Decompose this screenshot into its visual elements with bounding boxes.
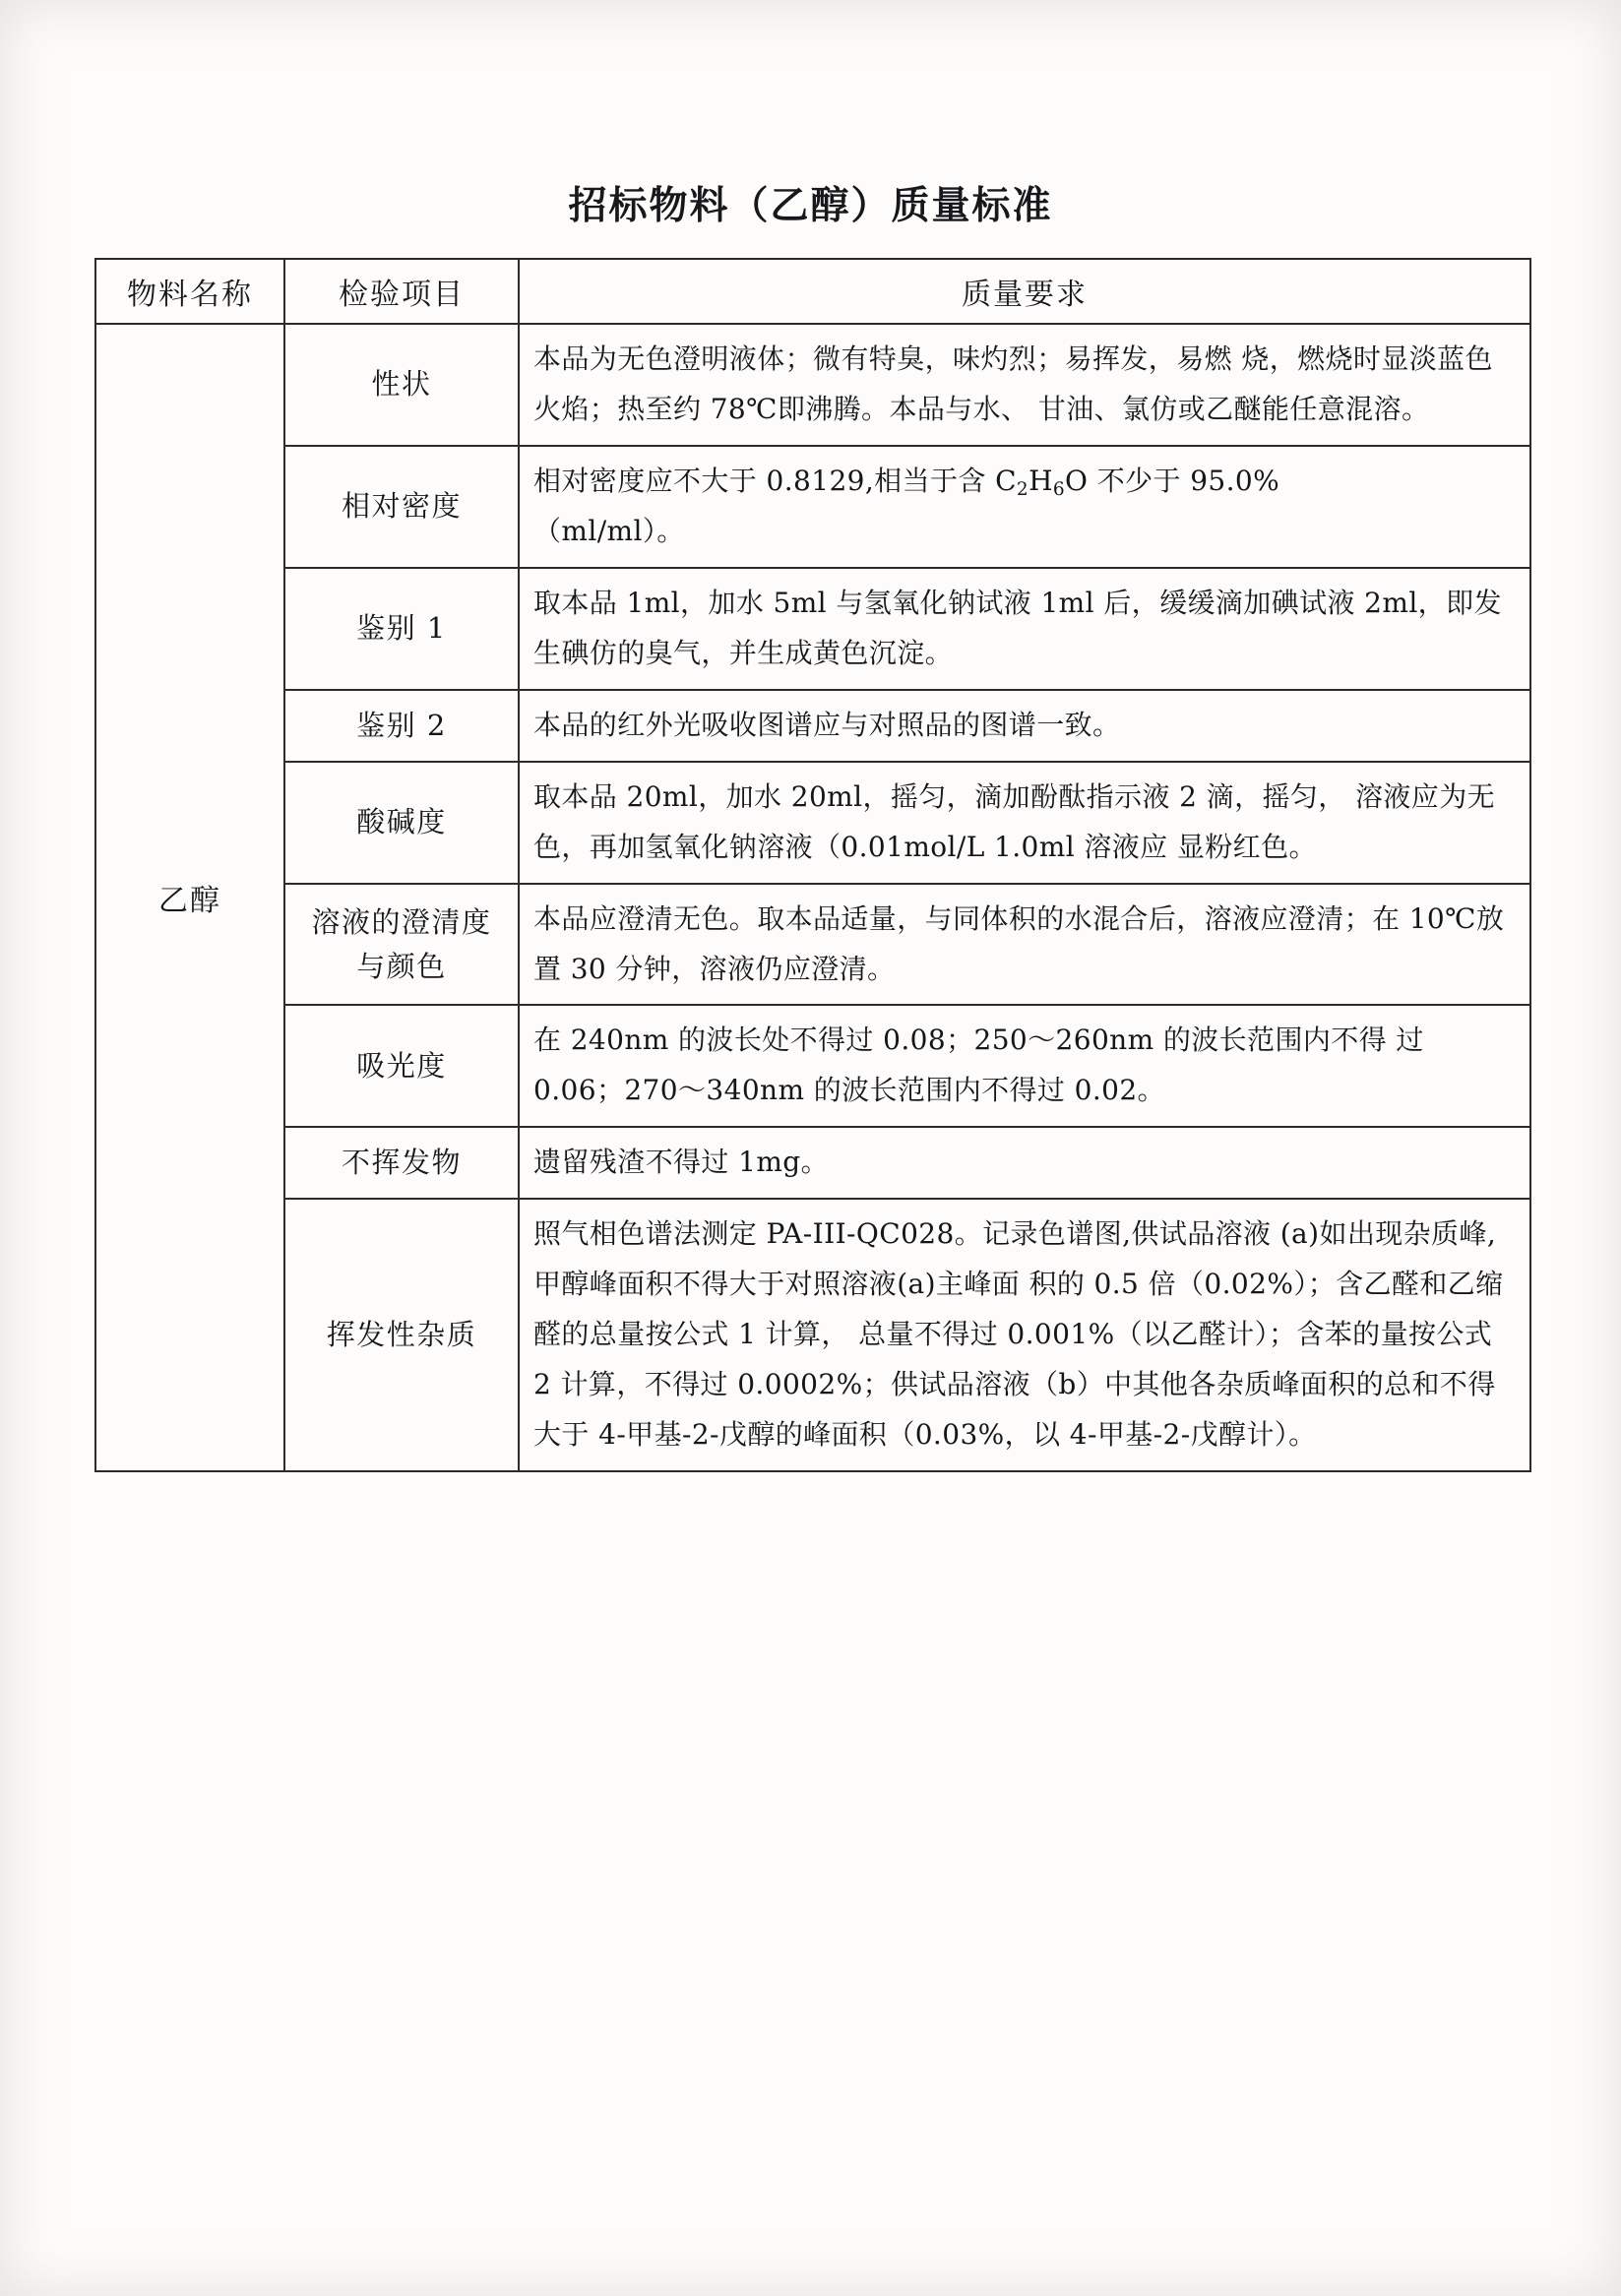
quality-requirement: 相对密度应不大于 0.8129,相当于含 $C_2H_6O$ 不少于 95.0% （ml/ml）。: [519, 446, 1530, 568]
page-title: 招标物料（乙醇）质量标准: [568, 183, 1053, 228]
table-row: [95, 1127, 1530, 1199]
quality-standard-table: [94, 258, 1531, 1472]
inspection-item: 溶液的澄清度与颜色: [284, 884, 519, 1006]
inspection-item: 相对密度: [284, 446, 519, 568]
table-row: [95, 1005, 1530, 1127]
column-header-requirement: 质量要求: [519, 259, 1530, 324]
table-row: [95, 762, 1530, 884]
column-header-material: 物料名称: [95, 259, 284, 324]
quality-requirement: 本品的红外光吸收图谱应与对照品的图谱一致。: [519, 690, 1530, 762]
inspection-item: 挥发性杂质: [284, 1199, 519, 1471]
table-header-row: [95, 259, 1530, 324]
inspection-item: 吸光度: [284, 1005, 519, 1127]
inspection-item: 不挥发物: [284, 1127, 519, 1199]
table-row: [95, 884, 1530, 1006]
quality-requirement: 本品为无色澄明液体；微有特臭，味灼烈；易挥发，易燃 烧，燃烧时显淡蓝色火焰；热至约 78℃即沸腾。本品与水、 甘油、氯仿或乙醚能任意混溶。: [519, 324, 1530, 446]
quality-requirement: 本品应澄清无色。取本品适量，与同体积的水混合后，溶液应澄清；在 10℃放置 30 分钟，溶液仍应澄清。: [519, 884, 1530, 1006]
column-header-item: 检验项目: [284, 259, 519, 324]
material-name-cell: 乙醇: [95, 324, 284, 1471]
inspection-item: 鉴别 2: [284, 690, 519, 762]
table-row: [95, 568, 1530, 690]
quality-requirement: 取本品 1ml，加水 5ml 与氢氧化钠试液 1ml 后，缓缓滴加碘试液 2ml，即发生碘仿的臭气，并生成黄色沉淀。: [519, 568, 1530, 690]
quality-requirement: 取本品 20ml，加水 20ml，摇匀，滴加酚酞指示液 2 滴，摇匀， 溶液应为无色，再加氢氧化钠溶液（0.01mol/L 1.0ml 溶液应 显粉红色。: [519, 762, 1530, 884]
inspection-item: 性状: [284, 324, 519, 446]
quality-requirement: 在 240nm 的波长处不得过 0.08；250～260nm 的波长范围内不得 过 0.06；270～340nm 的波长范围内不得过 0.02。: [519, 1005, 1530, 1127]
quality-requirement: 照气相色谱法测定 PA-III-QC028。记录色谱图,供试品溶液 (a)如出现杂质峰,甲醇峰面积不得大于对照溶液(a)主峰面 积的 0.5 倍（0.02%）；含乙醛和乙缩醛的总量按公式 1 计算， 总量不得过 0.001%（以乙醛计）；含苯的量按公式 2 计算，不得过 0.0002%；供试品溶液（b）中其他各杂质峰面积的总和不得大于 4-甲基-2-戊醇的峰面积（0.03%，以 4-甲基-2-戊醇计）。: [519, 1199, 1530, 1471]
table-row: [95, 324, 1530, 446]
quality-standard-table-wrapper: [94, 258, 1531, 1472]
table-row: [95, 690, 1530, 762]
table-row: [95, 1199, 1530, 1471]
inspection-item: 酸碱度: [284, 762, 519, 884]
inspection-item: 鉴别 1: [284, 568, 519, 690]
quality-requirement: 遗留残渣不得过 1mg。: [519, 1127, 1530, 1199]
table-row: [95, 446, 1530, 568]
